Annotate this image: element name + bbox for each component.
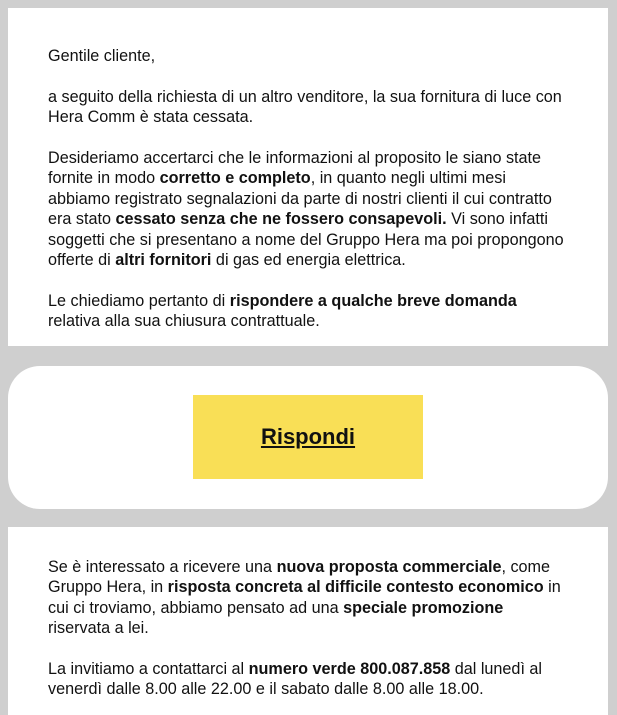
promotion-paragraph: Se è interessato a ricevere una nuova proposta commerciale, come Gruppo Hera, in risposta concreta al difficile contesto economico in cui ci troviamo, abbiamo pensato ad una speciale promozione riservata a lei. [48, 558, 561, 638]
contact-paragraph: La invitiamo a contattarci al numero verde 800.087.858 dal lunedì al venerdì dalle 8.00 alle 22.00 e il sabato dalle 8.00 alle 18.00. [48, 660, 543, 699]
verification-paragraph: Desideriamo accertarci che le informazioni al proposito le siano state fornite in modo corretto e completo, in quanto negli ultimi mesi abbiamo registrato segnalazioni da parte di nostri clienti il cui contratto era stato cessato senza che ne fossero consapevoli. Vi sono infatti soggetti che si presentano a nome del Gruppo Hera ma poi propongono offerte di altri fornitori di gas ed energia elettrica. [48, 149, 564, 270]
survey-request: Le chiediamo pertanto di rispondere a qualche breve domanda relativa alla sua chiusura contrattuale. [48, 291, 517, 331]
intro-card [8, 8, 608, 346]
rispondi-button[interactable]: Rispondi [193, 395, 423, 479]
offer-card [8, 527, 608, 715]
greeting: Gentile cliente, [48, 47, 156, 65]
cta-card [8, 366, 608, 509]
cessation-notice: a seguito della richiesta di un altro venditore, la sua fornitura di luce con Hera Comm è stata cessata. [48, 87, 562, 127]
